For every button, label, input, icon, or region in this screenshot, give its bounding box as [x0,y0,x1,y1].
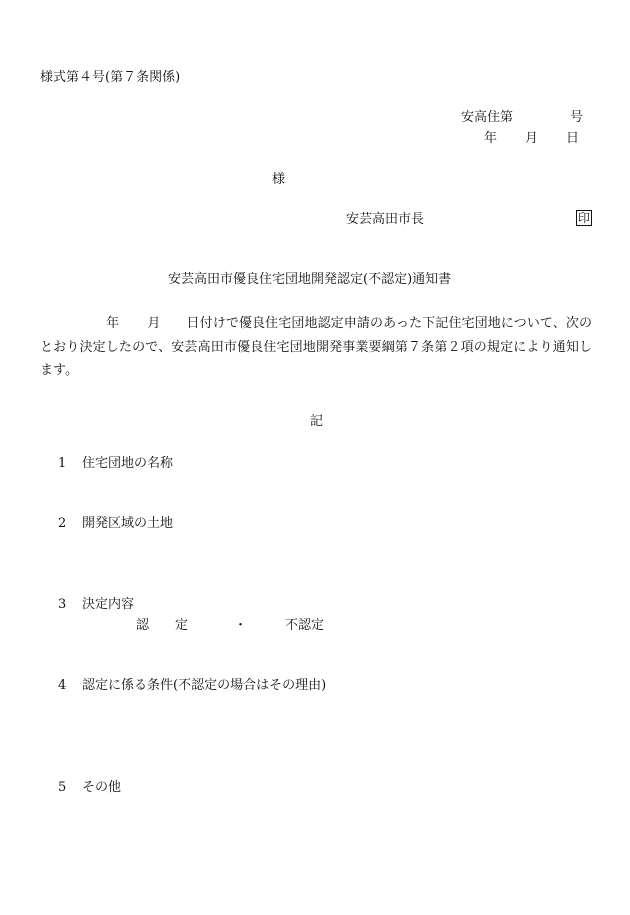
body-date-month: 月 [147,316,161,331]
item-label-3: 決定内容 [82,597,135,612]
decision-approve: 認 定 [136,618,189,633]
item-number-4: 4 [58,678,67,693]
form-number: 様式第４号(第７条関係) [40,70,181,85]
document-number-suffix: 号 [570,110,584,125]
addressee-honorific: 様 [272,172,286,187]
item-number-5: 5 [58,780,67,795]
seal-stamp [576,211,592,227]
item-number-2: 2 [58,516,67,531]
sender-title: 安芸高田市長 [346,212,425,227]
seal-mark: 印 [578,211,591,225]
item-label-4: 認定に係る条件(不認定の場合はその理由) [82,678,327,693]
item-label-5: その他 [82,780,122,795]
issue-date-year: 年 [484,131,498,146]
issue-date-day: 日 [566,131,580,146]
decision-separator: ・ [234,618,248,633]
item-label-2: 開発区域の土地 [82,516,174,531]
document-number-prefix: 安高住第 [461,110,514,125]
item-number-1: 1 [58,456,67,471]
body-date-year: 年 [106,316,120,331]
item-label-1: 住宅団地の名称 [82,456,174,471]
item-number-3: 3 [58,597,67,612]
ki-heading: 記 [310,414,324,429]
document-title: 安芸高田市優良住宅団地開発認定(不認定)通知書 [168,272,452,287]
body-paragraph [40,312,592,383]
decision-reject: 不認定 [285,618,325,633]
issue-date-month: 月 [525,131,539,146]
body-text: 日付けで優良住宅団地認定申請のあった下記住宅団地について、次のとおり決定したので、安芸高田市優良住宅団地開発事業要綱第７条第２項の規定により通知します。 [40,316,592,378]
